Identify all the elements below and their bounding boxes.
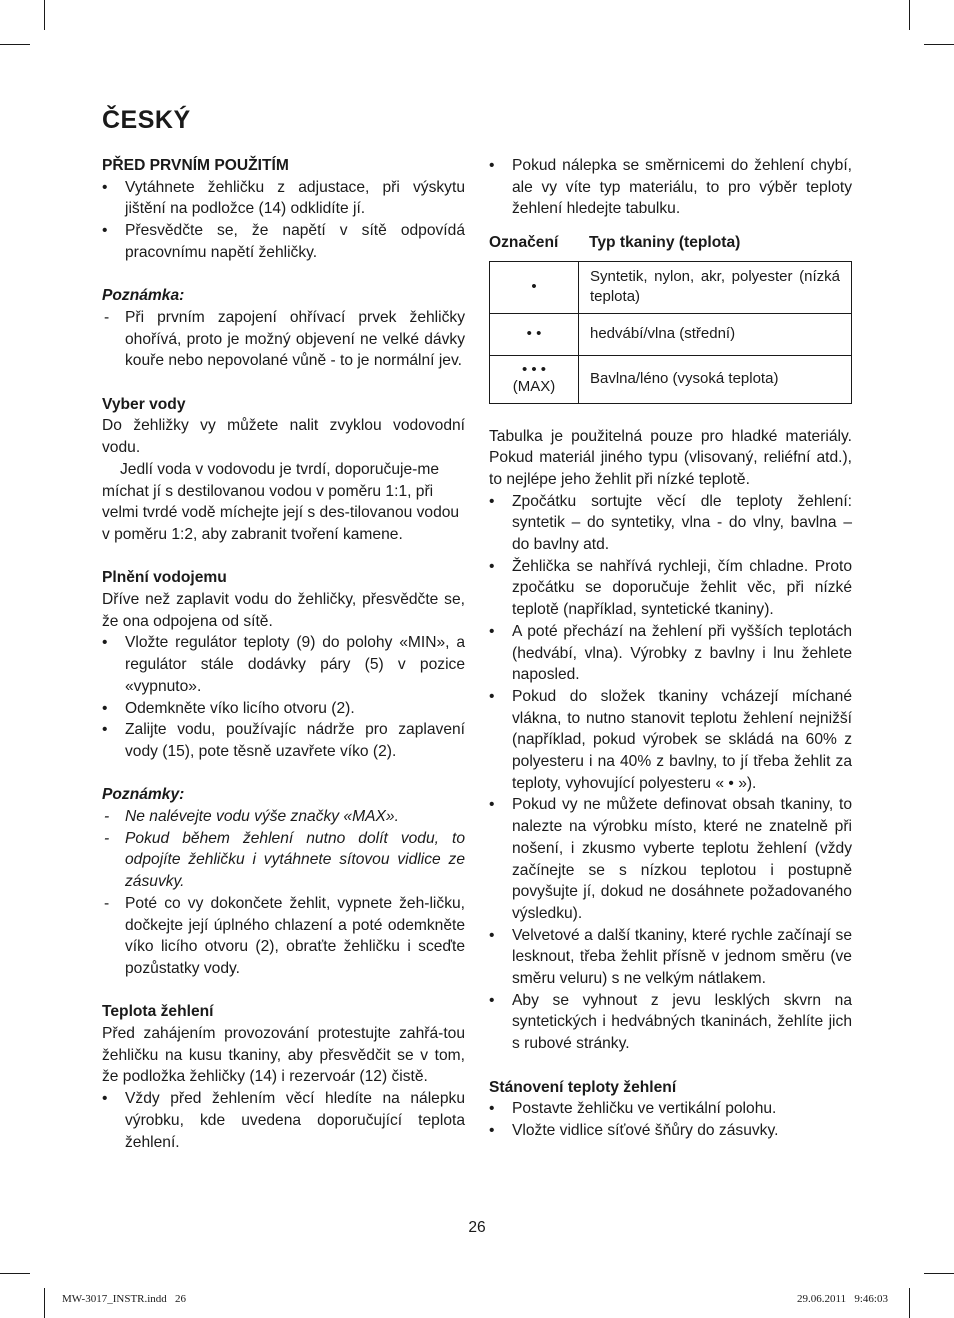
- page-title: ČESKÝ: [102, 106, 191, 134]
- bullet-list: [102, 177, 465, 264]
- list-item: - Při prvním zapojení ohřívací prvek žehličky ohořívá, proto je možný objevení ne velké dávky kouře nebo nepovolané vůně - to je normální jev.: [102, 307, 465, 372]
- paragraph: Před zahájením provozování protestujte zahřá-tou žehličku na kusu tkaniny, aby přesvědčit se v tom, že podložka žehličky (14) i rezervoár (12) čistě.: [102, 1025, 465, 1086]
- list-item: • Vložte regulátor teploty (9) do polohy «MIN», a regulátor stále dodávky páry (5) v pozice «vypnuto».: [102, 632, 465, 697]
- list-item: - Ne nalévejte vodu výše značky «MAX».: [102, 806, 465, 828]
- table-row: [490, 355, 852, 403]
- crop-mark: [924, 44, 954, 45]
- footer-file-info: MW-3017_INSTR.indd 26: [62, 1293, 187, 1305]
- list-item: • Velvetové a další tkaniny, které rychle začínají se lesknout, třeba žehlit přísně v jednom směru (ve směru veluru) s ne velkým nátlakem.: [489, 925, 852, 990]
- bullet-list: [489, 491, 852, 1055]
- crop-mark: [909, 1288, 910, 1318]
- list-item: • Pokud do složek tkaniny vcházejí míchané vlákna, to nutno stanovit teplotu žehlení nejnižší (například, pokud výrobek se skládá na 60% z polyesteru i na 40% z bavlny, to jí třeba žehlit za teploty, vyhovující polyesteru « • »).: [489, 686, 852, 795]
- table-cell-symbol: •: [490, 261, 579, 313]
- section-heading: Teplota žehlení: [102, 1003, 214, 1021]
- crop-mark: [44, 1288, 45, 1318]
- table-header: [489, 232, 852, 254]
- list-item: • Vytáhnete žehličku z adjustace, při výskytu jištění na podložce (14) odklidíte jí.: [102, 177, 465, 220]
- paragraph: Do žehližky vy můžete nalit zvyklou vodovodní vodu.: [102, 417, 465, 457]
- table-header-type: Typ tkaniny (teplota): [589, 234, 741, 252]
- note-list: [102, 307, 465, 372]
- list-item: • Vždy před žehlením věcí hledíte na nálepku výrobku, kde uvedena doporučující teplota žehlení.: [102, 1088, 465, 1153]
- crop-mark: [0, 44, 30, 45]
- list-item: • Přesvědčte se, že napětí v sítě odpovídá pracovnímu napětí žehličky.: [102, 220, 465, 263]
- note-heading: Poznámky:: [102, 786, 185, 804]
- list-item: • Žehlička se nahřívá rychleji, čím chladne. Proto zpočátku se doporučuje žehlit věc, při nízké teplotě (například, syntetické tkaniny).: [489, 556, 852, 621]
- table-cell-desc: hedvábí/vlna (střední): [579, 313, 852, 355]
- list-item: • Postavte žehličku ve vertikální polohu.: [489, 1098, 852, 1120]
- bullet-list: [102, 1088, 465, 1153]
- page-number: 26: [468, 1219, 486, 1236]
- bullet-list: [102, 632, 465, 762]
- paragraph: Dříve než zaplavit vodu do žehličky, přesvědčte se, že ona odpojena od sítě.: [102, 591, 465, 630]
- table-cell-desc: Syntetik, nylon, akr, polyester (nízká teplota): [579, 261, 852, 313]
- bullet-list: [489, 1098, 852, 1141]
- list-item: • Zpočátku sortujte věcí dle teploty žehlení: syntetik – do syntetiky, vlna - do vlny, bavlna – do bavlny atd.: [489, 491, 852, 556]
- section-heading: Plnění vodojemu: [102, 569, 227, 587]
- table-header-symbol: Označení: [489, 234, 559, 252]
- left-column: [102, 155, 465, 1153]
- list-item: • Zalijte vodu, používajíc nádrže pro zaplavení vody (15), pote těsně uzavřete víko (2).: [102, 719, 465, 762]
- fabric-table: [489, 261, 852, 404]
- list-item: • Pokud vy ne můžete definovat obsah tkaniny, to nalezte na výrobku místo, které ne znatelně při nošení, i zkusmo vyberte teplotu žehlení (vždy začínejte se s nízkou teplotou i postupně povyšujte jí, dokud ne dosáhnete požadovaného výsledku).: [489, 794, 852, 924]
- symbol-dots: • • •: [521, 361, 547, 379]
- crop-mark: [909, 0, 910, 30]
- crop-mark: [924, 1273, 954, 1274]
- section-heading: Stánovení teploty žehlení: [489, 1078, 677, 1096]
- crop-mark: [44, 0, 45, 30]
- list-item: - Poté co vy dokončete žehlit, vypnete žeh-ličku, dočkejte její úplného chlazení a poté odemkněte víko licího otvoru (2), obraťte žehličku i sceďte pozůstatky vody.: [102, 893, 465, 980]
- bullet-list: [489, 155, 852, 220]
- section-heading: PŘED PRVNÍM POUŽITÍM: [102, 157, 289, 174]
- table-cell-desc: Bavlna/léno (vysoká teplota): [579, 355, 852, 403]
- footer-timestamp: 29.06.2011 9:46:03: [797, 1293, 888, 1305]
- list-item: • Pokud nálepka se směrnicemi do žehlení chybí, ale vy víte typ materiálu, to pro výběr teploty žehlení hledejte tabulku.: [489, 155, 852, 220]
- right-column: [489, 155, 852, 1142]
- paragraph: Tabulka je použitelná pouze pro hladké materiály. Pokud materiál jiného typu (vlisovaný, reliéfní atd.), to nejlépe jeho žehlit při nízké teplotě.: [489, 427, 852, 488]
- table-row: [490, 261, 852, 313]
- note-list: [102, 806, 465, 980]
- table-cell-symbol: • •: [490, 313, 579, 355]
- table-cell-symbol: [490, 355, 579, 403]
- crop-mark: [0, 1273, 30, 1274]
- list-item: • A poté přechází na žehlení při vyšších teplotách (hedvábí, vlna). Výrobky z bavlny i lnu žehlete naposled.: [489, 621, 852, 686]
- section-heading: Vyber vody: [102, 395, 186, 413]
- list-item: • Vložte vidlice síťové šňůry do zásuvky.: [489, 1120, 852, 1142]
- list-item: • Aby se vyhnout z jevu lesklých skvrn na syntetických i hedvábných tkaninách, žehlíte jich s rubové stránky.: [489, 990, 852, 1055]
- list-item: • Odemkněte víko licího otvoru (2).: [102, 698, 465, 720]
- paragraph: Jedlí voda v vodovodu je tvrdí, doporučuje-me míchat jí s destilovanou vodou v poměru 1:1, při velmi tvrdé vodě míchejte její s des-tilovanou vodou v poměru 1:2, aby zabranit tvoření kamene.: [102, 460, 460, 543]
- list-item: - Pokud během žehlení nutno dolít vodu, to odpojíte žehličku i vytáhnete sítovou vidlice ze zásuvky.: [102, 828, 465, 893]
- symbol-max: (MAX): [512, 378, 556, 396]
- table-row: [490, 313, 852, 355]
- note-heading: Poznámka:: [102, 287, 185, 305]
